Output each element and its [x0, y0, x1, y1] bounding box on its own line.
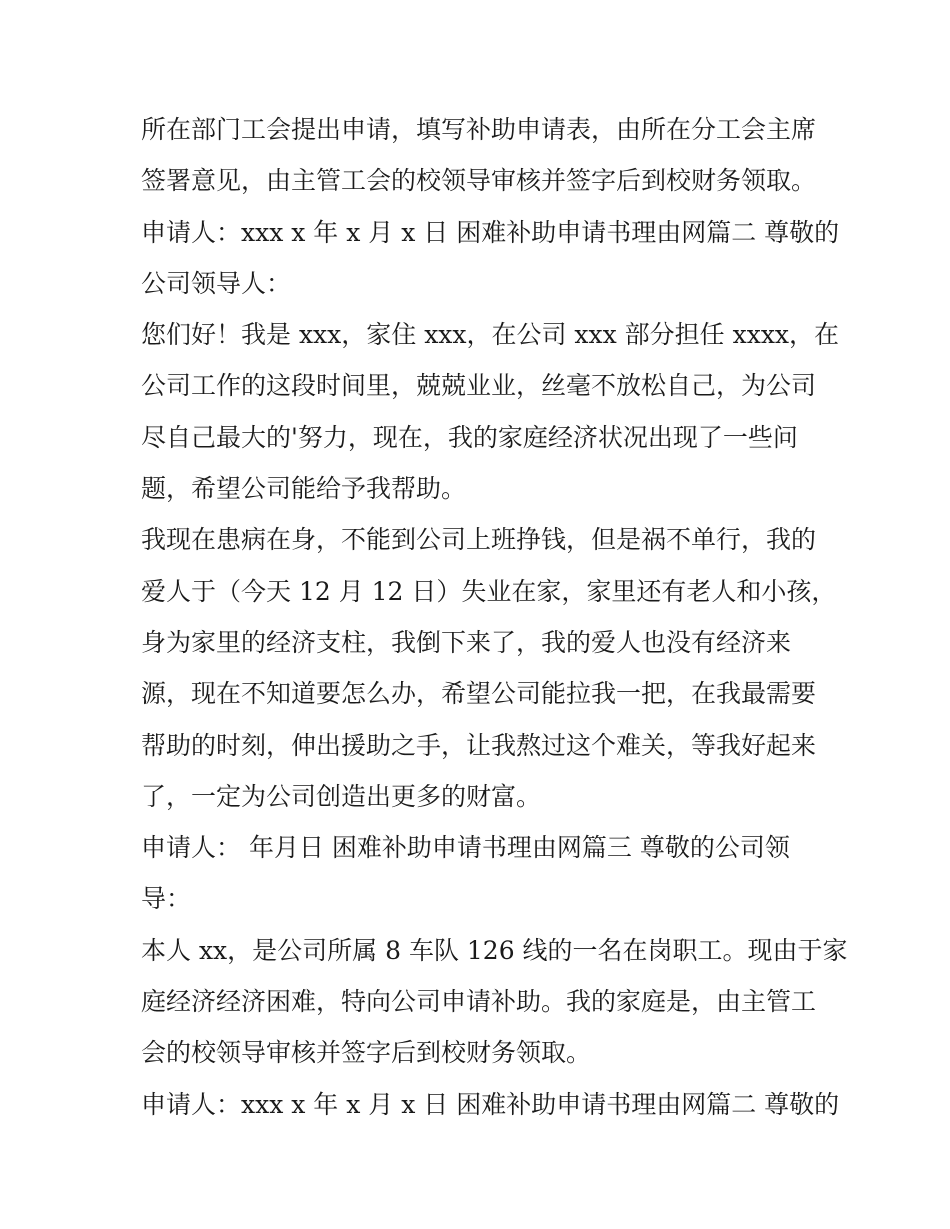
text-line: 申请人：xxx x 年 x 月 x 日 困难补助申请书理由网篇二 尊敬的 [141, 217, 840, 247]
text-line: 签署意见，由主管工会的校领导审核并签字后到校财务领取。 [141, 166, 817, 196]
text-line: 公司领导人： [141, 268, 292, 298]
text-line: 公司工作的这段时间里，兢兢业业，丝毫不放松自己，为公司 [141, 371, 817, 401]
text-line: 申请人：xxx x 年 x 月 x 日 困难补助申请书理由网篇二 尊敬的 [141, 1089, 840, 1119]
text-line: 了，一定为公司创造出更多的财富。 [141, 781, 542, 811]
text-line: 身为家里的经济支柱，我倒下来了，我的爱人也没有经济来 [141, 627, 792, 657]
text-line: 爱人于（今天 12 月 12 日）失业在家，家里还有老人和小孩， [141, 576, 837, 606]
document-body [141, 104, 848, 1130]
text-line: 会的校领导审核并签字后到校财务领取。 [141, 1038, 592, 1068]
text-line: 尽自己最大的'努力，现在，我的家庭经济状况出现了一些问 [141, 422, 798, 452]
text-line: 我现在患病在身，不能到公司上班挣钱，但是祸不单行，我的 [141, 525, 817, 555]
text-line: 所在部门工会提出申请，填写补助申请表，由所在分工会主席 [141, 115, 817, 144]
text-line: 本人 xx，是公司所属 8 车队 126 线的一名在岗职工。现由于家 [141, 935, 848, 965]
text-line: 帮助的时刻，伸出援助之手，让我熬过这个难关，等我好起来 [141, 730, 817, 760]
text-line: 导： [141, 884, 192, 914]
text-line: 题，希望公司能给予我帮助。 [141, 474, 467, 504]
text-line: 源，现在不知道要怎么办，希望公司能拉我一把，在我最需要 [141, 679, 817, 709]
text-line: 您们好！我是 xxx，家住 xxx，在公司 xxx 部分担任 xxxx，在 [141, 320, 840, 350]
text-line: 庭经济经济困难，特向公司申请补助。我的家庭是，由主管工 [141, 987, 817, 1017]
text-line: 申请人： 年月日 困难补助申请书理由网篇三 尊敬的公司领 [141, 833, 790, 863]
